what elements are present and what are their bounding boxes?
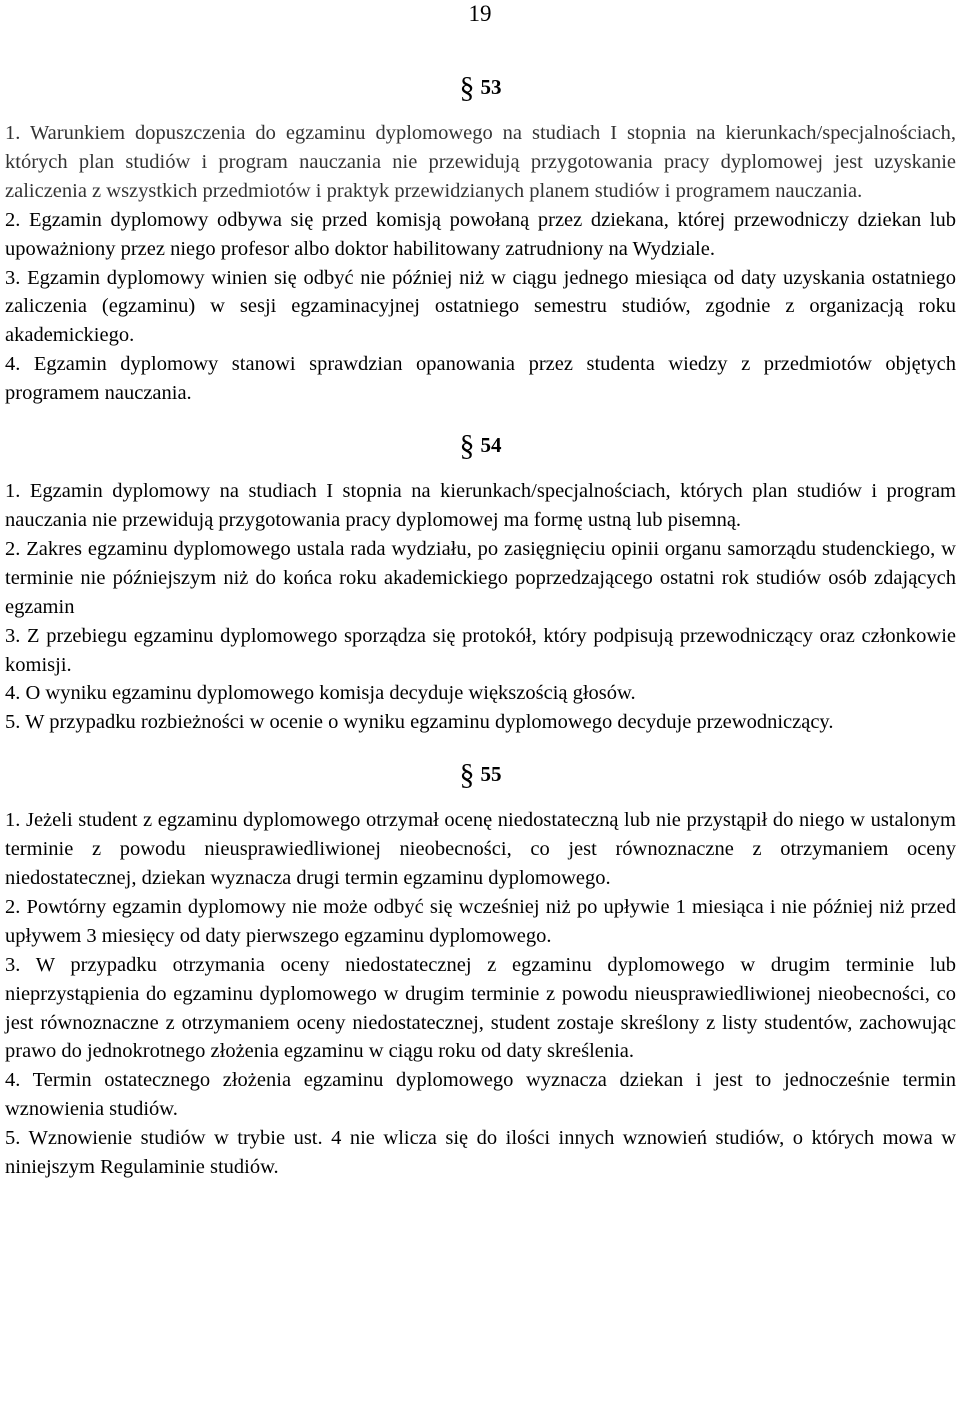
section-53 xyxy=(5,72,956,408)
section-symbol: § xyxy=(459,429,475,463)
paragraph: 3. Z przebiegu egzaminu dyplomowego sporządza się protokół, który podpisują przewodniczący oraz członkowie komisji. xyxy=(5,624,956,676)
section-55 xyxy=(5,759,956,1182)
paragraph: 3. Egzamin dyplomowy winien się odbyć nie później niż w ciągu jednego miesiąca od daty uzyskania ostatniego zaliczenia (egzaminu) w sesji egzaminacyjnej ostatniego semestru studiów, zgodnie z organizacją roku akademickiego. xyxy=(5,266,956,347)
paragraph: 4. Termin ostatecznego złożenia egzaminu dyplomowego wyznacza dziekan i jest to jednocześnie termin wznowienia studiów. xyxy=(5,1069,956,1121)
paragraph: 4. O wyniku egzaminu dyplomowego komisja decyduje większością głosów. xyxy=(5,682,636,705)
section-symbol: § xyxy=(459,758,475,792)
section-number: 54 xyxy=(480,433,502,458)
paragraph: 2. Egzamin dyplomowy odbywa się przed komisją powołaną przez dziekana, której przewodniczy dziekan lub upoważniony przez niego profesor albo doktor habilitowany zatrudniony na Wydziale. xyxy=(5,208,956,260)
paragraph: 1. Egzamin dyplomowy na studiach I stopnia na kierunkach/specjalnościach, których plan studiów i program nauczania nie przewidują przygotowania pracy dyplomowej ma formę ustną lub pisemną. xyxy=(5,480,956,531)
paragraph: 4. Egzamin dyplomowy stanowi sprawdzian opanowania przez studenta wiedzy z przedmiotów objętych programem nauczania. xyxy=(5,353,956,405)
paragraph: 2. Powtórny egzamin dyplomowy nie może odbyć się wcześniej niż po upływie 1 miesiąca i nie później niż przed upływem 3 miesięcy od daty pierwszego egzaminu dyplomowego. xyxy=(5,895,956,947)
paragraph: 1. Jeżeli student z egzaminu dyplomowego otrzymał ocenę niedostateczną lub nie przystąpił do niego w ustalonym terminie z powodu nieusprawiedliwionej nieobecności, co jest równoznaczne z otrzymaniem oceny niedostatecznej, dziekan wyznacza drugi termin egzaminu dyplomowego. xyxy=(5,809,956,890)
section-heading xyxy=(5,430,956,461)
page-number: 19 xyxy=(468,1,492,26)
section-heading xyxy=(5,72,956,103)
section-number: 53 xyxy=(480,75,502,99)
paragraph: 1. Warunkiem dopuszczenia do egzaminu dyplomowego na studiach I stopnia na kierunkach/specjalnościach, których plan studiów i program nauczania nie przewidują przygotowania pracy dyplomowej jest uzyskanie zaliczenia z wszystkich przedmiotów i praktyk przewidzianych planem studiów i programem nauczania. xyxy=(5,122,956,202)
section-54 xyxy=(5,430,956,737)
paragraph: 3. W przypadku otrzymania oceny niedostatecznej z egzaminu dyplomowego w drugim terminie lub nieprzystąpienia do egzaminu dyplomowego w drugim terminie z powodu nieusprawiedliwionej nieobecności, co jest równoznaczne z otrzymaniem oceny niedostatecznej, student zostaje skreślony z listy studentów, zachowując prawo do jednokrotnego złożenia egzaminu w ciągu roku od daty skreślenia. xyxy=(5,953,956,1063)
paragraph: 5. W przypadku rozbieżności w ocenie o wyniku egzaminu dyplomowego decyduje przewodniczący. xyxy=(5,711,834,734)
paragraph: 2. Zakres egzaminu dyplomowego ustala rada wydziału, po zasięgnięciu opinii organu samorządu studenckiego, w terminie nie późniejszym niż do końca roku akademickiego poprzedzającego ostatni rok studiów osób zdających egzamin xyxy=(5,537,956,618)
section-heading xyxy=(5,759,956,790)
paragraph: 5. Wznowienie studiów w trybie ust. 4 nie wlicza się do ilości innych wznowień studiów, o których mowa w niniejszym Regulaminie studiów. xyxy=(5,1127,956,1179)
section-symbol: § xyxy=(459,71,475,104)
section-number: 55 xyxy=(480,762,502,787)
document-body xyxy=(5,72,956,1182)
